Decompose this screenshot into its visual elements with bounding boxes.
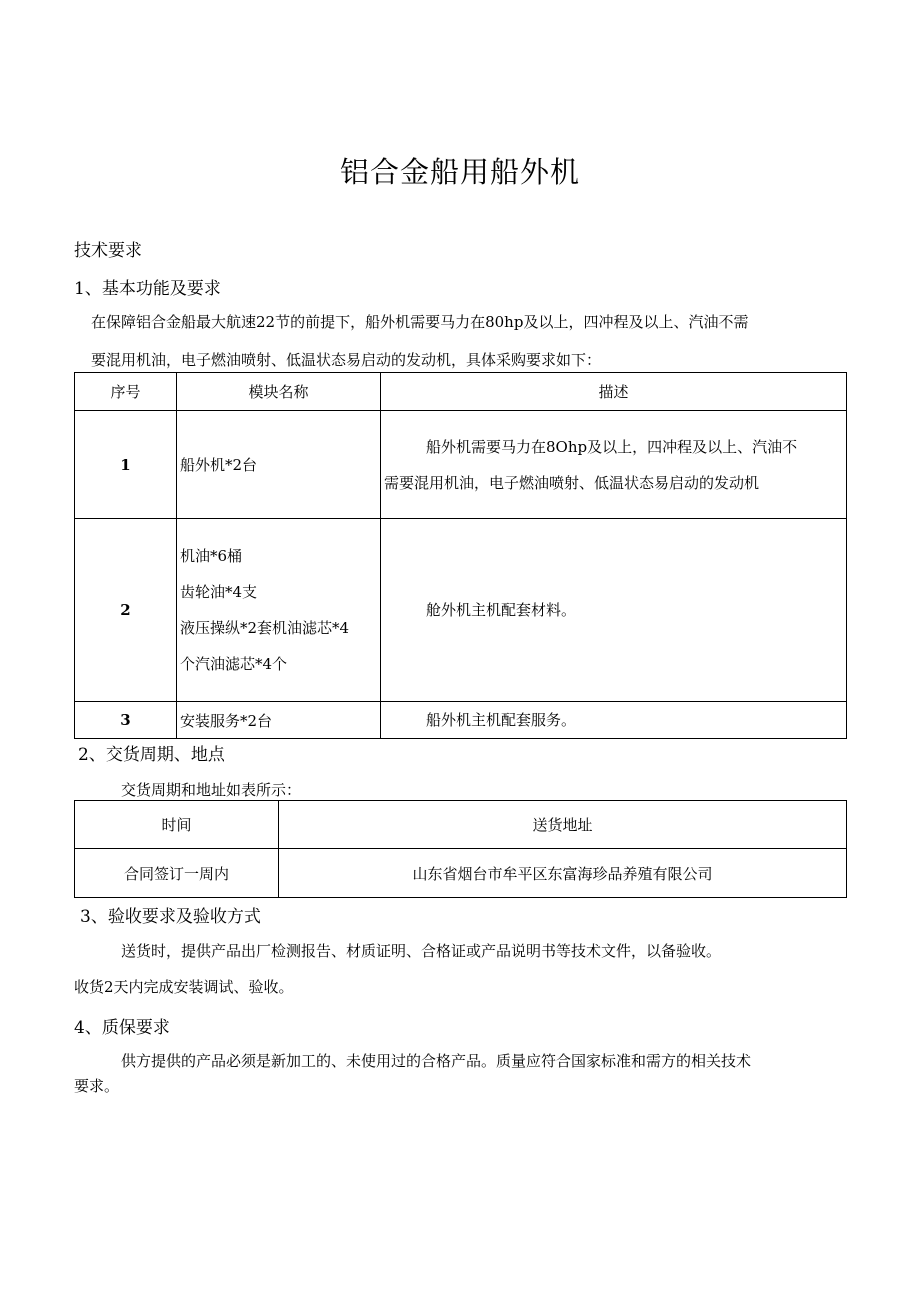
table-row bbox=[75, 519, 847, 702]
table-header-row bbox=[75, 373, 847, 411]
row1-desc-line2: 需要混用机油，电子燃油喷射、低温状态易启动的发动机 bbox=[384, 473, 760, 492]
page-title: 铝合金船用船外机 bbox=[339, 155, 580, 189]
row1-desc-line1: 船外机需要马力在8Ohp及以上，四冲程及以上、汽油不 bbox=[426, 437, 798, 456]
section4-heading: 4、质保要求 bbox=[74, 1018, 170, 1038]
row3-module: 安装服务*2台 bbox=[177, 702, 381, 739]
header-address: 送货地址 bbox=[279, 801, 847, 849]
header-time: 时间 bbox=[75, 801, 279, 849]
row2-module bbox=[177, 519, 381, 702]
row2-desc bbox=[381, 519, 847, 702]
section1-para-line2: 要混用机油，电子燃油喷射、低温状态易启动的发动机，具体采购要求如下： bbox=[91, 351, 602, 369]
table-row bbox=[75, 411, 847, 519]
row1-no: 1 bbox=[75, 411, 177, 519]
row3-desc-line1: 船外机主机配套服务。 bbox=[426, 711, 577, 729]
header-desc: 描述 bbox=[381, 373, 847, 411]
header-module: 模块名称 bbox=[177, 373, 381, 411]
table-row bbox=[75, 702, 847, 739]
section2-heading: 2、交货周期、地点 bbox=[78, 745, 225, 765]
delivery-time: 合同签订一周内 bbox=[75, 849, 279, 898]
requirements-table bbox=[74, 372, 847, 739]
delivery-table bbox=[74, 800, 847, 898]
row3-no: 3 bbox=[75, 702, 177, 739]
section4-line2: 要求。 bbox=[74, 1077, 120, 1095]
row2-module-line2: 齿轮油*4支 bbox=[180, 583, 258, 601]
row2-module-line1: 机油*6桶 bbox=[180, 547, 243, 565]
section3-heading: 3、验收要求及验收方式 bbox=[80, 907, 261, 927]
row1-desc bbox=[381, 411, 847, 519]
row2-module-line3: 液压操纵*2套机油滤芯*4 bbox=[180, 619, 350, 637]
table-row bbox=[75, 849, 847, 898]
section4-line1: 供方提供的产品必须是新加工的、未使用过的合格产品。质量应符合国家标准和需方的相关技术 bbox=[121, 1052, 752, 1070]
row2-module-line4: 个汽油滤芯*4个 bbox=[180, 655, 288, 673]
row1-module: 船外机*2台 bbox=[177, 411, 381, 519]
row2-desc-line1: 舱外机主机配套材料。 bbox=[426, 601, 577, 619]
section3-line1: 送货时，提供产品出厂检测报告、材质证明、合格证或产品说明书等技术文件，以备验收。 bbox=[121, 942, 722, 960]
section2-intro: 交货周期和地址如表所示： bbox=[121, 781, 302, 799]
table-header-row bbox=[75, 801, 847, 849]
delivery-address: 山东省烟台市牟平区东富海珍品养殖有限公司 bbox=[279, 849, 847, 898]
row3-desc bbox=[381, 702, 847, 739]
section-tech-heading: 技术要求 bbox=[74, 241, 142, 261]
row2-no: 2 bbox=[75, 519, 177, 702]
section1-heading: 1、基本功能及要求 bbox=[74, 279, 221, 299]
section1-para-line1: 在保障铝合金船最大航速22节的前提下，船外机需要马力在80hp及以上，四冲程及以上、汽油不需 bbox=[91, 313, 749, 331]
section3-line2: 收货2天内完成安装调试、验收。 bbox=[74, 978, 294, 996]
header-no: 序号 bbox=[75, 373, 177, 411]
